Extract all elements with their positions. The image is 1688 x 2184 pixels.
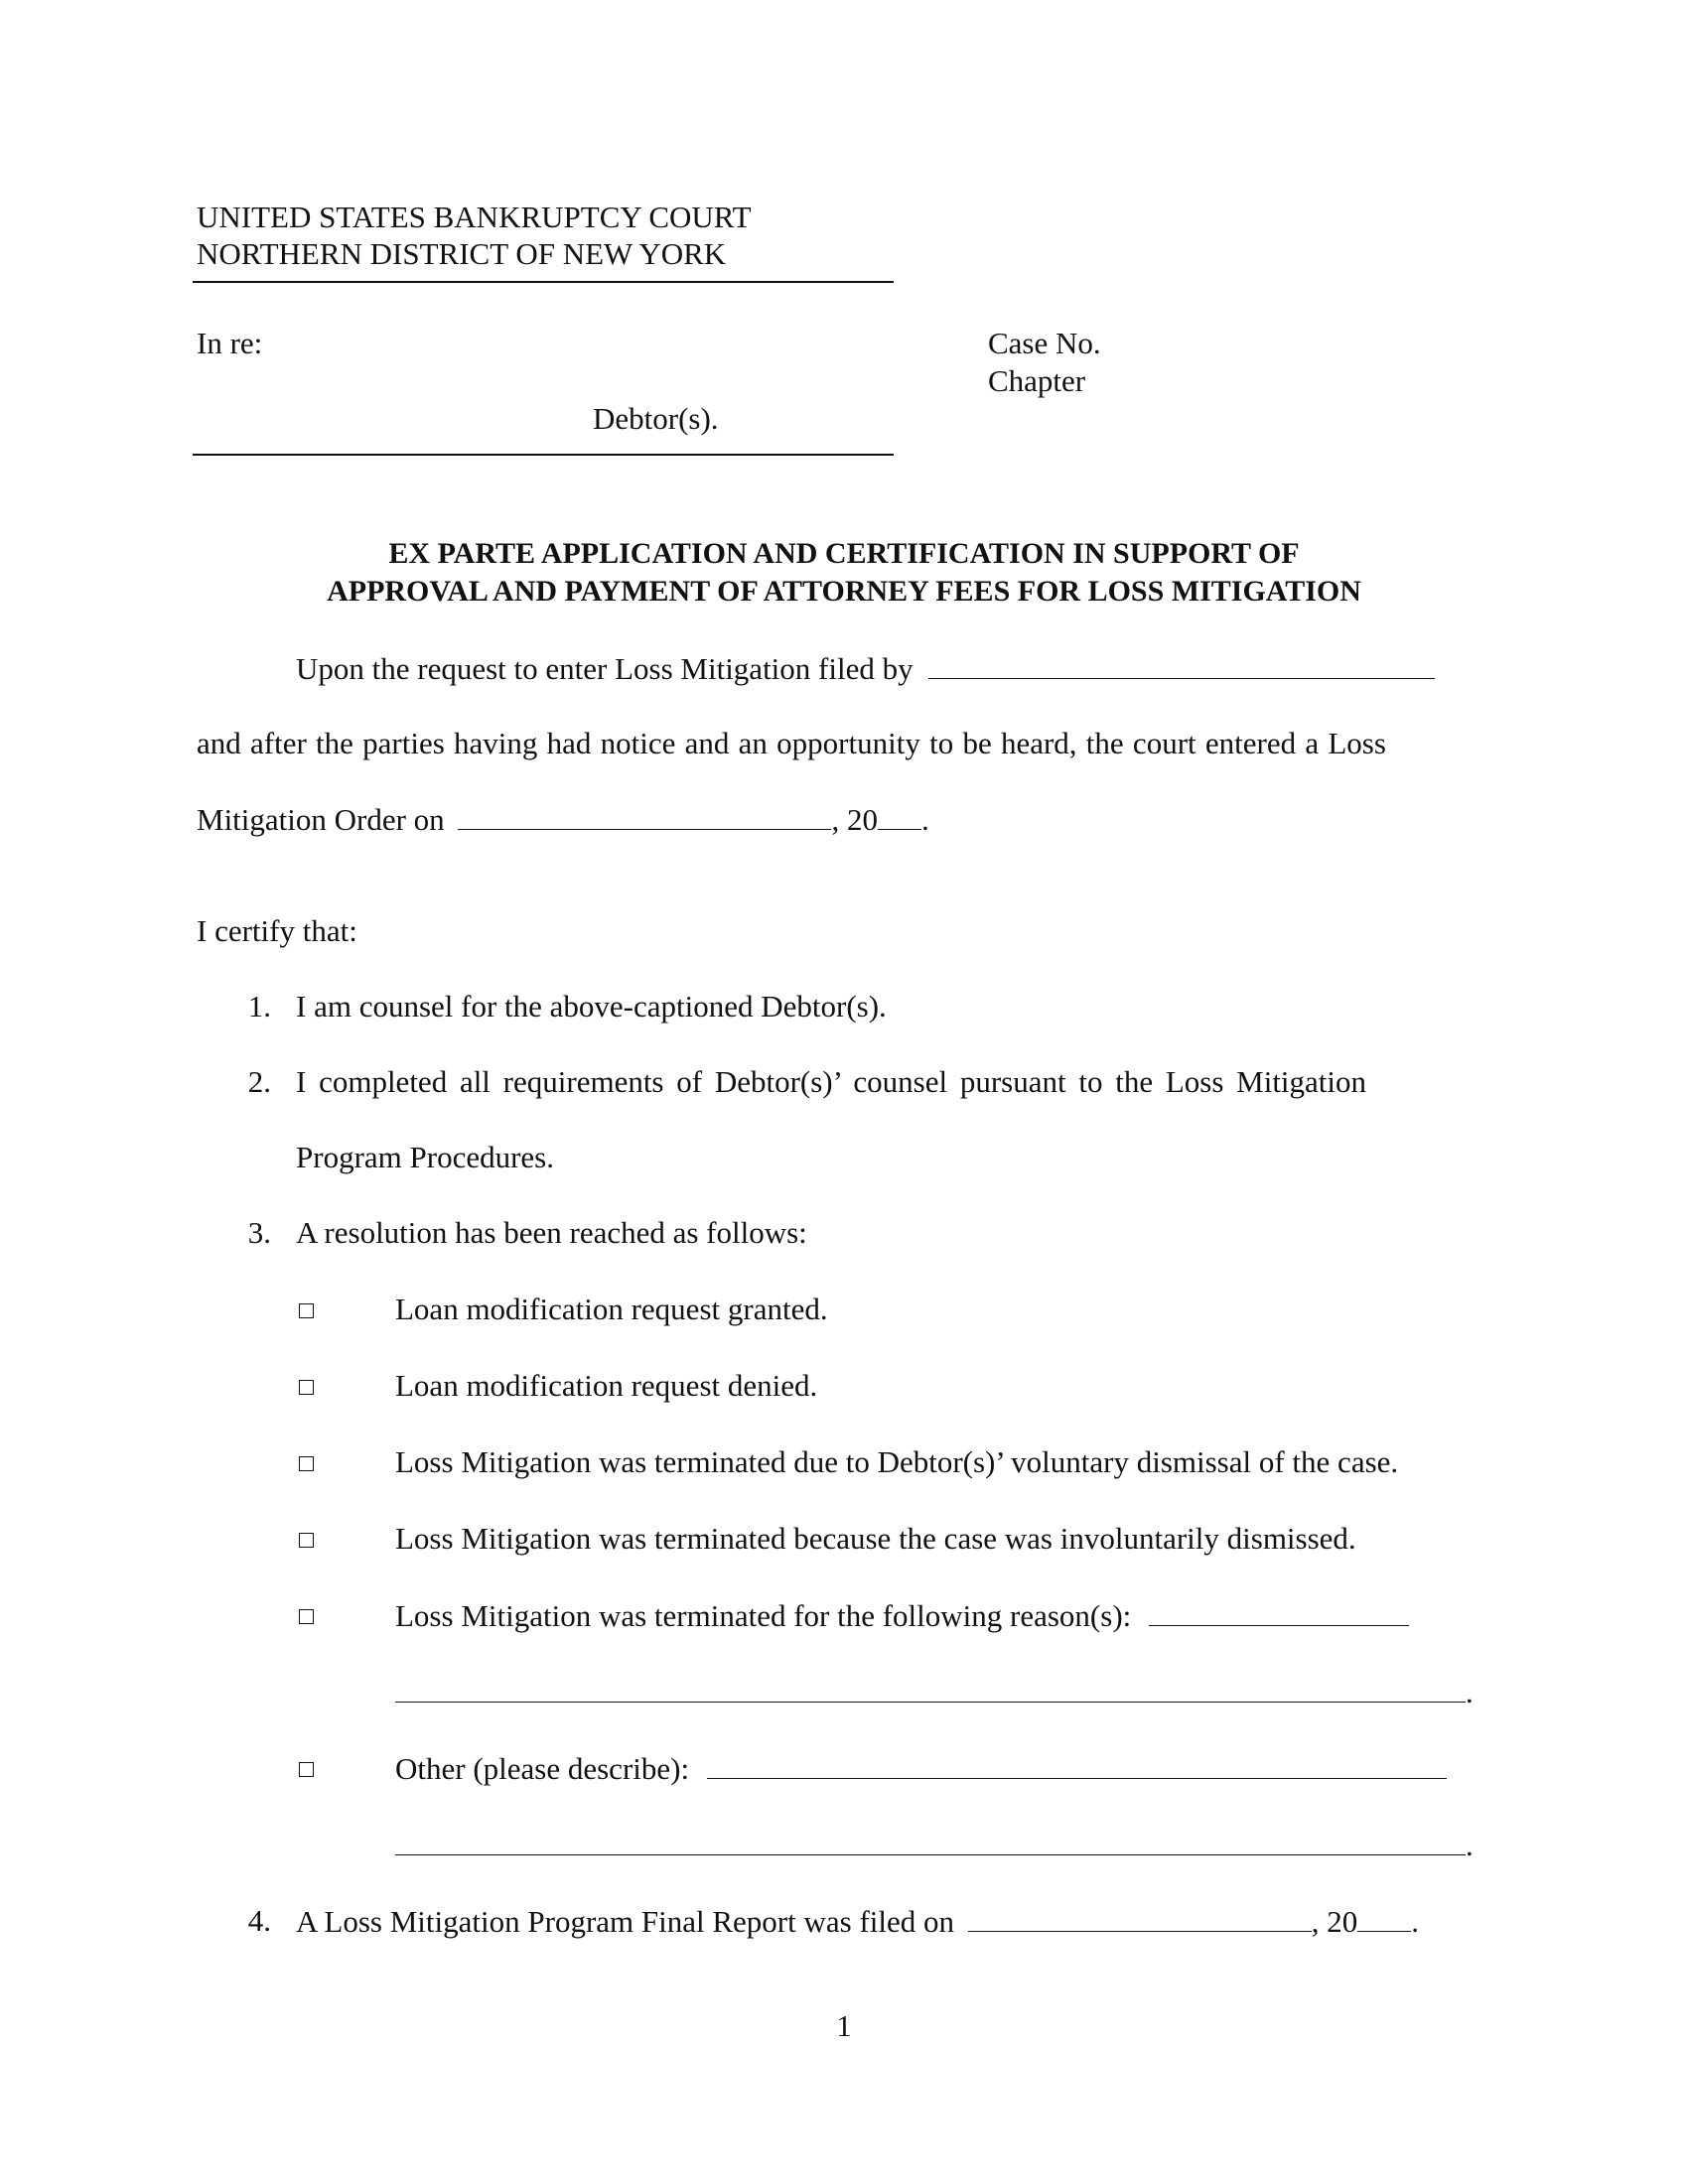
document-title-line2: APPROVAL AND PAYMENT OF ATTORNEY FEES FOR LOSS MITIGATION	[327, 575, 1361, 608]
court-name-line1: UNITED STATES BANKRUPTCY COURT	[197, 200, 752, 234]
item-text-continued: Program Procedures.	[296, 1140, 554, 1174]
page-number: 1	[836, 2008, 852, 2043]
reason-period: .	[1466, 1675, 1474, 1709]
reason-field[interactable]	[1149, 1597, 1409, 1626]
filed-by-field[interactable]	[928, 650, 1435, 679]
caption-bottom-rule	[193, 454, 894, 456]
item-number: 3.	[247, 1215, 271, 1250]
intro-line1: Upon the request to enter Loss Mitigation filed by	[296, 651, 914, 686]
certify-heading: I certify that:	[197, 913, 357, 948]
option-label: Other (please describe):	[395, 1751, 690, 1786]
option-label: Loan modification request granted.	[395, 1292, 828, 1326]
other-period: .	[1466, 1828, 1474, 1862]
final-report-period: .	[1411, 1904, 1420, 1939]
order-year-prefix: , 20	[831, 802, 878, 837]
order-date-field[interactable]	[458, 801, 831, 830]
court-district-line2: NORTHERN DISTRICT OF NEW YORK	[197, 236, 727, 271]
final-report-year-prefix: , 20	[1311, 1904, 1358, 1939]
case-no-label: Case No.	[988, 326, 1101, 360]
chapter-label: Chapter	[988, 363, 1086, 398]
item-text: A resolution has been reached as follows:	[296, 1215, 807, 1250]
item-number: 4.	[247, 1903, 271, 1938]
checkbox-involuntary-dismissal[interactable]	[299, 1533, 314, 1548]
checkbox-voluntary-dismissal[interactable]	[299, 1456, 314, 1471]
order-period: .	[920, 802, 929, 837]
final-report-year-field[interactable]	[1357, 1903, 1411, 1932]
other-description-continued[interactable]	[395, 1827, 1466, 1855]
item-text: A Loss Mitigation Program Final Report was filed on	[296, 1904, 955, 1939]
reason-field-continued[interactable]	[395, 1674, 1466, 1703]
checkbox-other-reason[interactable]	[299, 1609, 314, 1624]
item-number: 2.	[247, 1064, 271, 1099]
final-report-date-field[interactable]	[968, 1903, 1312, 1932]
document-title-line1: EX PARTE APPLICATION AND CERTIFICATION IN SUPPORT OF	[388, 537, 1300, 570]
other-description-field[interactable]	[707, 1750, 1447, 1779]
option-label: Loss Mitigation was terminated due to Debtor(s)’ voluntary dismissal of the case.	[395, 1444, 1399, 1479]
intro-line2: and after the parties having had notice and an opportunity to be heard, the court entered a Loss	[197, 726, 1386, 760]
order-year-field[interactable]	[878, 801, 921, 830]
option-label: Loan modification request denied.	[395, 1368, 818, 1403]
option-label: Loss Mitigation was terminated for the following reason(s):	[395, 1598, 1132, 1633]
checkbox-other[interactable]	[299, 1762, 314, 1777]
in-re-label: In re:	[197, 326, 263, 360]
checkbox-loan-mod-granted[interactable]	[299, 1303, 314, 1318]
item-text: I completed all requirements of Debtor(s)’ counsel pursuant to the Loss Mitigation	[296, 1064, 1367, 1099]
caption-top-rule	[193, 281, 894, 283]
option-label: Loss Mitigation was terminated because the case was involuntarily dismissed.	[395, 1521, 1356, 1556]
intro-line3-prefix: Mitigation Order on	[197, 802, 445, 837]
item-text: I am counsel for the above-captioned Debtor(s).	[296, 989, 887, 1024]
debtors-label: Debtor(s).	[593, 401, 719, 436]
checkbox-loan-mod-denied[interactable]	[299, 1380, 314, 1395]
item-number: 1.	[247, 989, 271, 1024]
